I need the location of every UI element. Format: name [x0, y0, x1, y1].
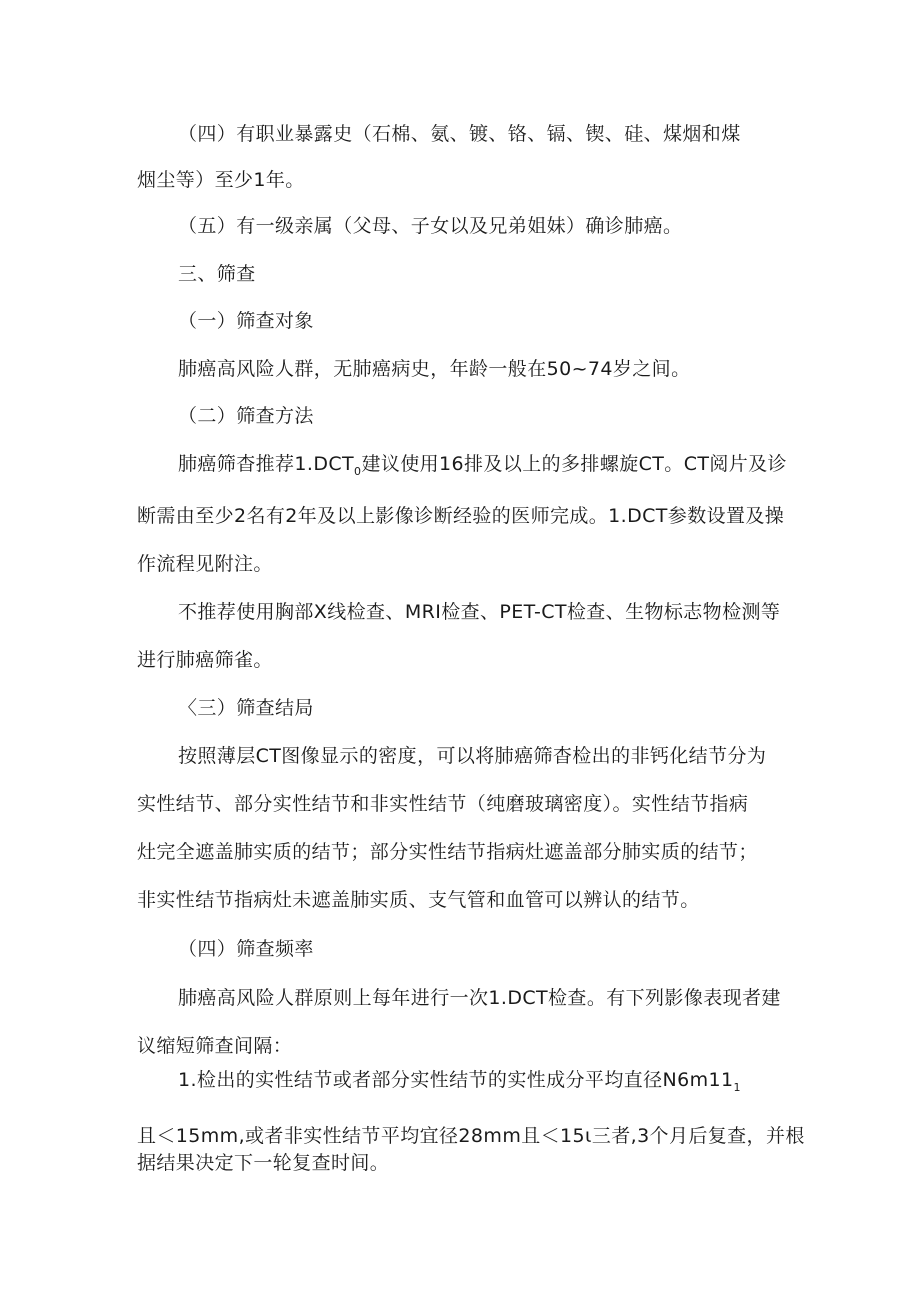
list-item-1-line1 — [178, 1068, 741, 1092]
paragraph-family-history: （五）有一级亲属（父母、子女以及兄弟姐妹）确诊肺癌。 — [178, 215, 683, 237]
paragraph-not-recommended-line1: 不推荐使用胸部X线检查、MRI检查、PET-CT检查、生物标志物检测等 — [178, 601, 781, 623]
paragraph-outcome-line1: 按照薄层CT图像显示的密度，可以将肺癌筛杳检出的非钙化结节分为 — [178, 745, 767, 767]
paragraph-outcome-line4: 非实性结节指病灶未遮盖肺实质、支气管和血管可以辨认的结节。 — [137, 889, 700, 911]
paragraph-not-recommended-line2: 进行肺癌筛雀。 — [137, 649, 273, 671]
list-item-1-line2: 且＜15mm,或者非实性结节平均宜径28mm且＜15ι三者,3个月后复查，并根 — [137, 1125, 805, 1147]
subheading-screening-target: （一）筛查对象 — [178, 310, 314, 332]
dct-subscript: 0 — [354, 464, 362, 478]
paragraph-occupational-exposure-line2: 烟尘等）至少1年。 — [137, 169, 305, 191]
list-item-1-text: 1.检出的实性结节或者部分实性结节的实性成分平均直径N6m11 — [178, 1069, 734, 1091]
paragraph-outcome-line2: 实性结节、部分实性结节和非实性结节（纯磨玻璃密度）。实性结节指病 — [137, 793, 749, 815]
paragraph-screening-method-line1 — [178, 452, 787, 476]
method-line1-part2: 建议使用16排及以上的多排螺旋CT。CT阅片及诊 — [361, 453, 787, 475]
subheading-screening-method: （二）筛查方法 — [178, 405, 314, 427]
paragraph-screening-method-line3: 作流程见附注。 — [137, 553, 273, 575]
subheading-screening-frequency: （四）筛查频率 — [178, 938, 314, 960]
method-line1-part1: 肺癌筛杳推荐1.DCT — [178, 453, 355, 475]
subheading-screening-outcome: 〈三）筛查结局 — [178, 697, 314, 719]
section-heading-screening: 三、筛查 — [178, 263, 256, 285]
paragraph-screening-method-line2: 断需由至少2名有2年及以上影像诊断经验的医师完成。1.DCT参数设置及操 — [137, 505, 785, 527]
paragraph-frequency-line1: 肺癌高风险人群原则上每年进行一次1.DCT检查。有下列影像表现者建 — [178, 987, 781, 1009]
list-item-1-line3: 据结果决定下一轮复查时间。 — [137, 1152, 390, 1174]
paragraph-occupational-exposure-line1: （四）有职业暴露史（石棉、氨、镀、铬、镉、锲、硅、煤烟和煤 — [178, 123, 741, 145]
mm-subscript: 1 — [733, 1080, 741, 1094]
paragraph-screening-target: 肺癌高风险人群，无肺癌病史，年龄一般在50~74岁之间。 — [178, 358, 691, 380]
paragraph-outcome-line3: 灶完全遮盖肺实质的结节；部分实性结节指病灶遮盖部分肺实质的结节； — [137, 841, 758, 863]
paragraph-frequency-line2: 议缩短筛查间隔： — [137, 1035, 293, 1057]
